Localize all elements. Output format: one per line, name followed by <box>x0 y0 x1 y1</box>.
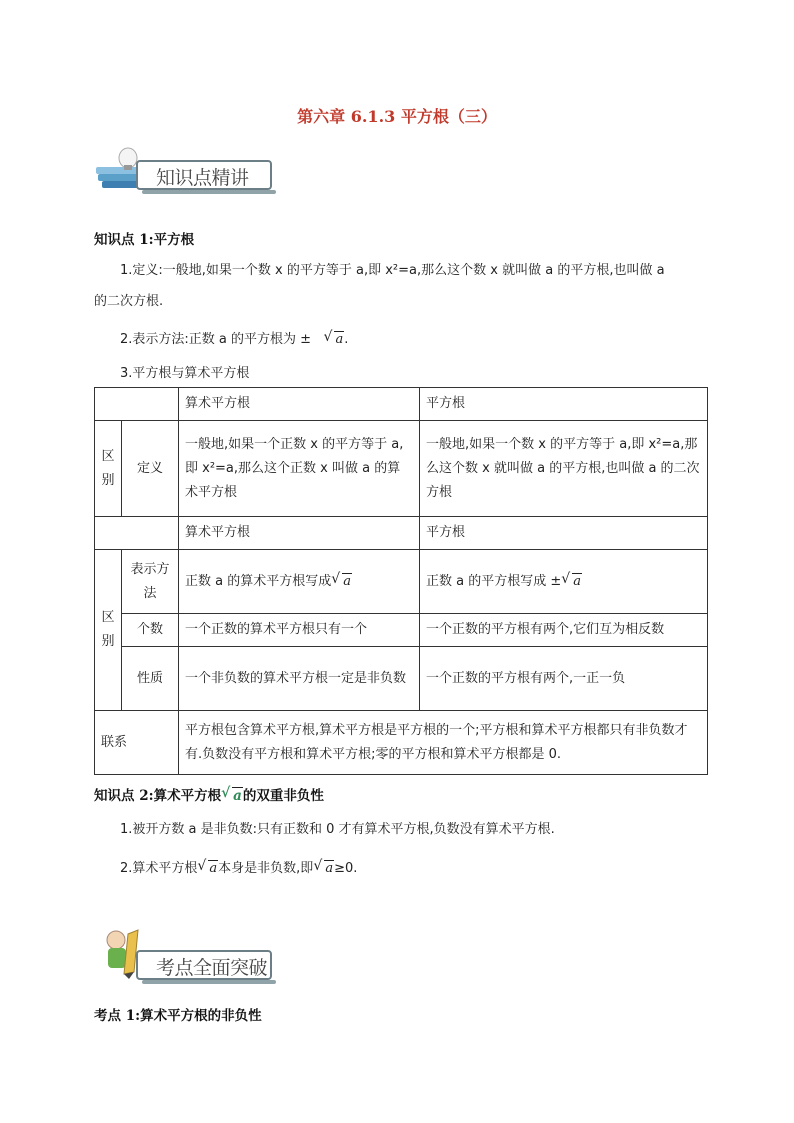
row-label: 区别 <box>95 550 122 711</box>
kp1-heading: 知识点 1:平方根 <box>94 232 195 248</box>
table-cell: 一个正数的算术平方根只有一个 <box>179 614 420 647</box>
kp1-item1-line2: 的二次方根. <box>94 294 164 309</box>
kd1-heading: 考点 1:算术平方根的非负性 <box>94 1008 262 1024</box>
kp1-item2-prefix: 2.表示方法:正数 a 的平方根为 ± <box>120 332 312 347</box>
kp1-item2 <box>120 328 348 347</box>
row-label: 定义 <box>122 421 179 517</box>
page-title: 第六章 6.1.3 平方根（三） <box>297 107 497 126</box>
kp2-item2-suffix: ≥0. <box>334 861 358 876</box>
kp1-item3: 3.平方根与算术平方根 <box>120 366 250 381</box>
sqrt-radicand: a <box>343 573 351 589</box>
table-header: 平方根 <box>420 388 708 421</box>
table-cell <box>179 550 420 614</box>
notation-sq-text: 正数 a 的平方根写成 ± <box>426 573 562 589</box>
section-banner-knowledge <box>94 148 276 194</box>
kp1-item2-suffix: . <box>344 332 349 347</box>
sqrt-radicand: a <box>573 573 582 589</box>
table-cell: 一般地,如果一个数 x 的平方等于 a,即 x²=a,那么这个数 x 就叫做 a 的平方根,也叫做 a 的二次方根 <box>420 421 708 517</box>
row-label: 联系 <box>95 711 179 775</box>
banner-label: 考点全面突破 <box>156 957 268 979</box>
row-label: 区别 <box>95 421 122 517</box>
kp2-item2-mid: 本身是非负数,即 <box>218 861 314 876</box>
table-header: 平方根 <box>420 517 708 550</box>
table-empty-cell <box>95 517 179 550</box>
table-header: 算术平方根 <box>179 388 420 421</box>
kp2-heading-suffix: 的双重非负性 <box>242 788 324 804</box>
sqrt-radicand: a <box>209 861 218 876</box>
kp2-item2 <box>120 857 357 876</box>
kp1-item1-line1: 1.定义:一般地,如果一个数 x 的平方等于 a,即 x²=a,那么这个数 x 就叫做 a 的平方根,也叫做 a <box>120 263 665 278</box>
kp2-item2-prefix: 2.算术平方根 <box>120 861 198 876</box>
table-cell: 平方根包含算术平方根,算术平方根是平方根的一个;平方根和算术平方根都只有非负数才有.负数没有平方根和算术平方根;零的平方根和算术平方根都是 0. <box>179 711 708 775</box>
table-empty-cell <box>95 388 179 421</box>
sqrt-radicand: a <box>335 332 344 347</box>
table-cell: 一般地,如果一个正数 x 的平方等于 a,即 x²=a,那么这个正数 x 叫做 a 的算术平方根 <box>179 421 420 517</box>
sqrt-radicand: a <box>233 788 242 804</box>
kp2-heading-prefix: 知识点 2:算术平方根 <box>94 788 222 804</box>
notation-arith-text: 正数 a 的算术平方根写成 <box>185 573 332 589</box>
table-cell: 一个正数的平方根有两个,它们互为相反数 <box>420 614 708 647</box>
table-cell: 一个非负数的算术平方根一定是非负数 <box>179 647 420 711</box>
row-label: 个数 <box>122 614 179 647</box>
banner-label: 知识点精讲 <box>156 167 249 189</box>
comparison-table <box>94 387 708 775</box>
table-header: 算术平方根 <box>179 517 420 550</box>
table-cell <box>420 550 708 614</box>
row-label: 性质 <box>122 647 179 711</box>
section-banner-exam <box>94 938 276 984</box>
kp2-heading <box>94 784 324 804</box>
table-cell: 一个正数的平方根有两个,一正一负 <box>420 647 708 711</box>
row-label: 表示方法 <box>122 550 179 614</box>
kp2-item1: 1.被开方数 a 是非负数:只有正数和 0 才有算术平方根,负数没有算术平方根. <box>120 822 555 837</box>
sqrt-radicand: a <box>325 861 334 876</box>
